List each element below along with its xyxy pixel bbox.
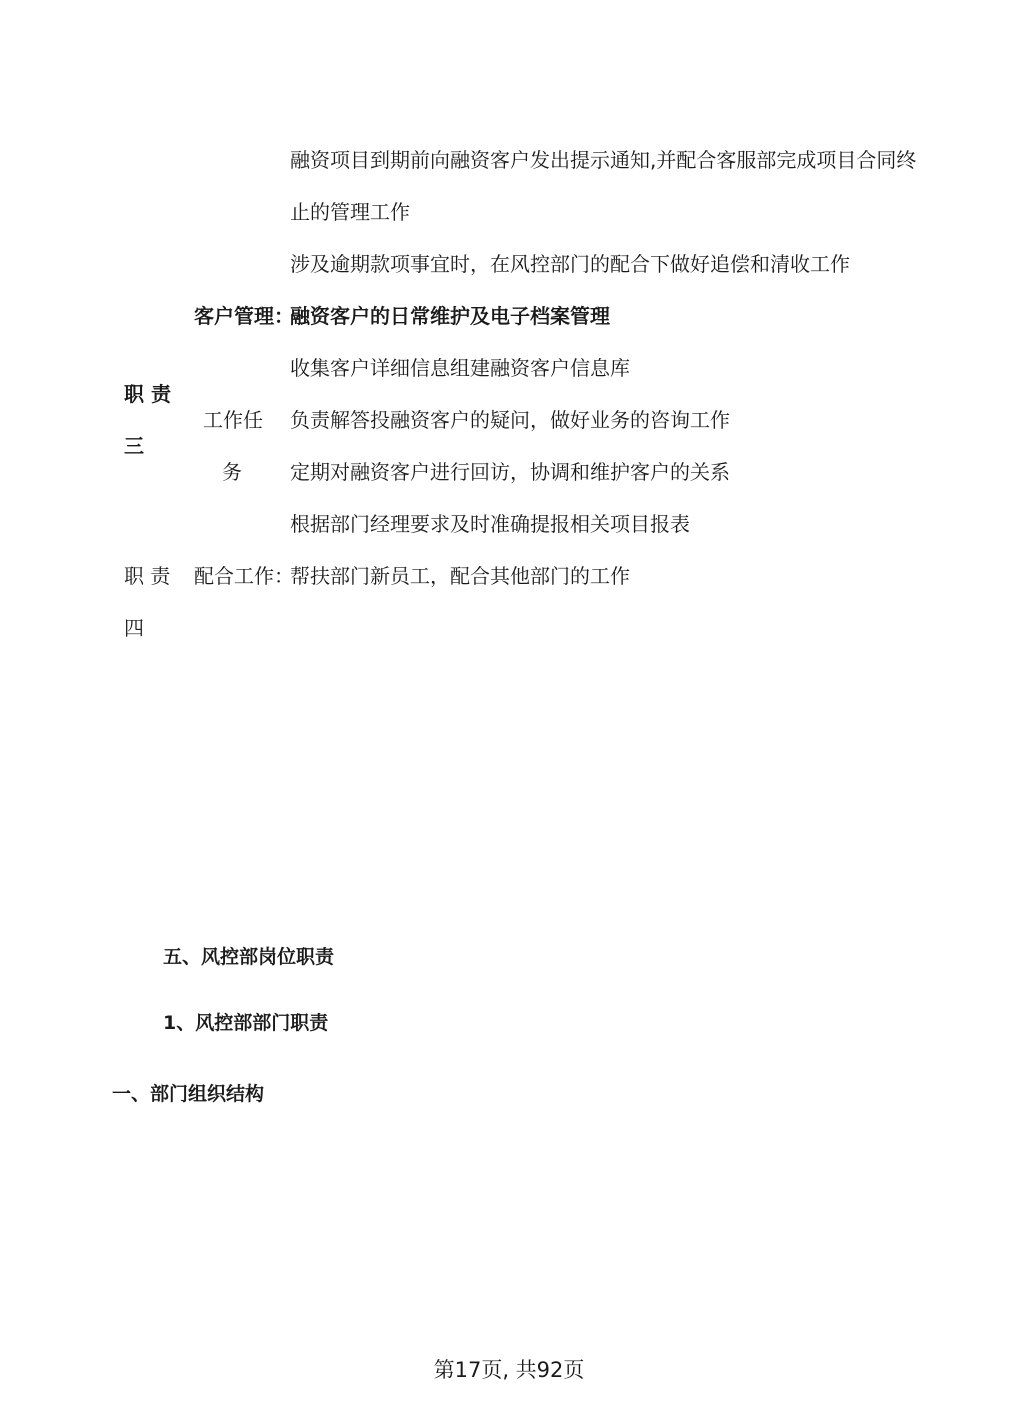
task-item: 根据部门经理要求及时准确提报相关项目报表 — [290, 512, 690, 536]
duty3-label: 职 责 — [124, 382, 171, 406]
task-label: 工作任 — [203, 408, 263, 432]
duty3-title: 融资客户的日常维护及电子档案管理 — [290, 304, 610, 328]
duty4-label: 职 责 — [124, 564, 171, 588]
text-line: 涉及逾期款项事宜时，在风控部门的配合下做好追偿和清收工作 — [290, 252, 850, 276]
task-label-cont: 务 — [222, 460, 242, 484]
duty3-subject: 客户管理： — [194, 304, 294, 328]
part-heading: 一、部门组织结构 — [112, 1083, 265, 1105]
task-item: 定期对融资客户进行回访，协调和维护客户的关系 — [290, 460, 730, 484]
page-number-footer: 第17页, 共92页 — [433, 1358, 585, 1382]
section-heading: 五、风控部岗位职责 — [163, 946, 335, 968]
duty4-label-number: 四 — [124, 616, 144, 640]
task-item: 收集客户详细信息组建融资客户信息库 — [290, 356, 630, 380]
duty3-label-number: 三 — [124, 434, 144, 458]
text-line: 止的管理工作 — [290, 200, 410, 224]
subsection-heading: 1、风控部部门职责 — [163, 1012, 329, 1034]
task-item: 负责解答投融资客户的疑问，做好业务的咨询工作 — [290, 408, 730, 432]
duty4-subject: 配合工作： — [194, 564, 294, 588]
duty4-content: 帮扶部门新员工，配合其他部门的工作 — [290, 564, 630, 588]
text-line: 融资项目到期前向融资客户发出提示通知,并配合客服部完成项目合同终 — [290, 148, 917, 172]
